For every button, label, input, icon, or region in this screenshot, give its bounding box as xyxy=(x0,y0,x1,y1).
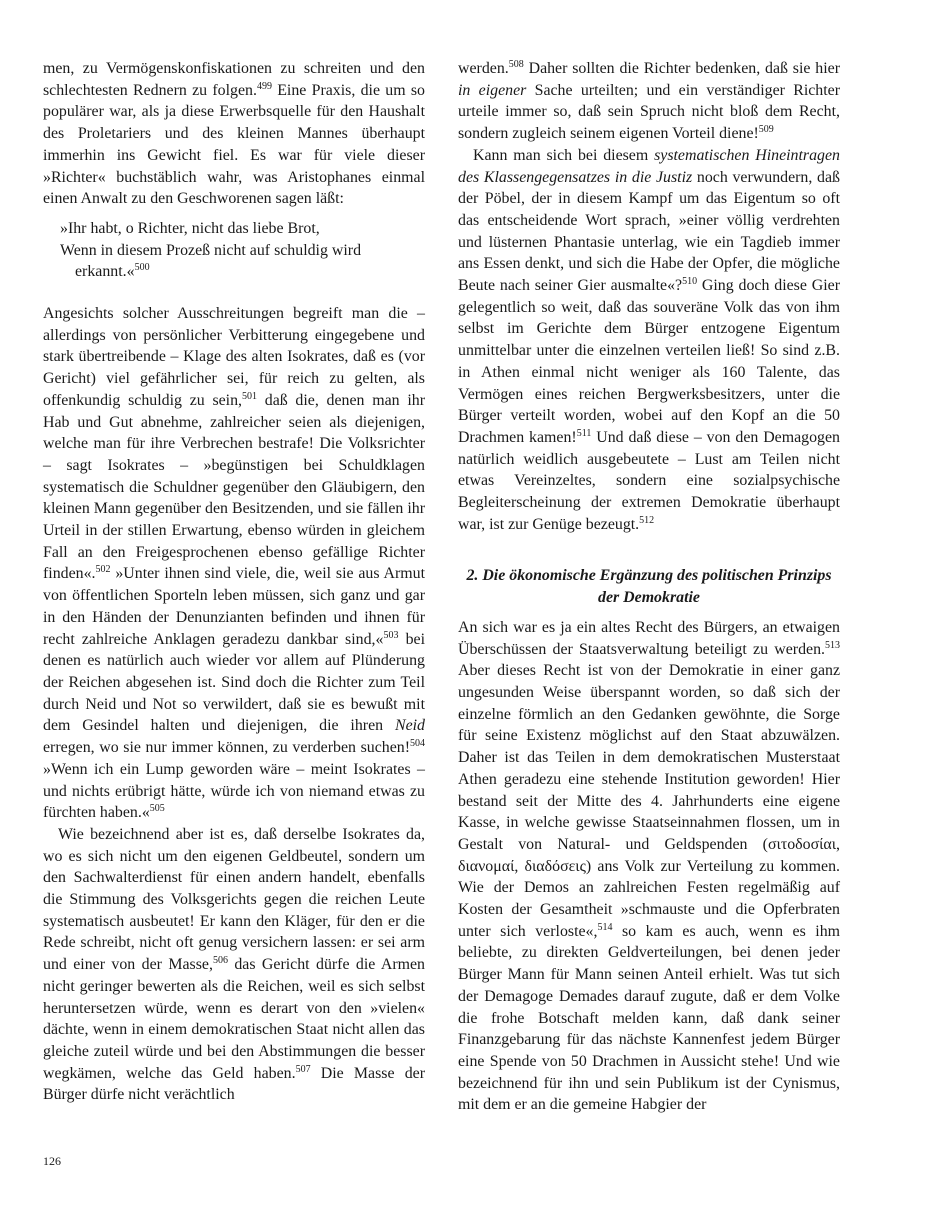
footnote-ref: 505 xyxy=(149,803,165,815)
emphasis: systematischen Hineintragen des Klassengegensatzes in die Justiz xyxy=(458,146,840,186)
paragraph: Wie bezeichnend aber ist es, daß derselbe Isokrates da, wo es sich nicht um den eigenen Geldbeutel, sondern um den Sachwalterdienst für einen andern handelt, ebenfalls die Stimmung des Volksgerichts gegen die reichen Leute systematisch ausbeutet! Er kann den Kläger, für den er die Rede schreibt, nicht oft genug versichern lassen: er sei arm und einer von der Masse,$^{506}$ das Gericht dürfe die Armen nicht geringer bewerten als die Reichen, weil es sich selbst heruntersetzen würde, wenn es derart von den »vielen« dächte, wenn in einem demokratischen Staat nicht allen das gleiche zuteil würde und bei den Abstimmungen die besser wegkämen, welche das Geld haben.$^{507}$ Die Masse der Bürger dürfe nicht verächtlich xyxy=(43,825,425,1104)
footnote-ref: 508 xyxy=(508,59,524,70)
footnote-ref: 514 xyxy=(597,921,613,933)
page-number: 126 xyxy=(43,1154,61,1168)
emphasis: in eigener xyxy=(458,81,527,99)
footnote-ref: 504 xyxy=(410,738,425,750)
footnote-ref: 513 xyxy=(825,639,840,651)
left-column xyxy=(43,58,425,1106)
footnote-ref: 501 xyxy=(242,390,258,402)
footnote-ref: 506 xyxy=(212,955,228,967)
emphasis: Neid xyxy=(394,717,425,735)
paragraph: men, zu Vermögenskonfiskationen zu schreiten und den schlechtesten Rednern zu folgen.$^{499}$ Eine Praxis, die um so populärer war, als ja diese Erwerbsquelle für den Haushalt des Proletariers und des kleinen Mannes überhaupt immerhin ins Gewicht fiel. Es war für viele dieser »Richter« buchstäblich wahr, was Aristophanes einmal einen Anwalt zu den Geschworenen sagen läßt: xyxy=(43,60,426,208)
paragraph: Angesichts solcher Ausschreitungen begreift man die – allerdings von persönlicher Verbitterung eingegebene und stark übertreibende – Klage des alten Isokrates, daß es (vor Gericht) viel gefährlicher sei, für reich zu gelten, als offenkundig schuldig zu sein,$^{501}$ daß die, denen man ihr Hab und Gut abnehme, zahlreicher seien als diejenigen, welche man für ihre Verbrechen bestrafe! Die Volksrichter – sagt Isokrates – »begünstigen bei Schuldklagen systematisch die Schuldner gegenüber den Gläubigern, den kleinen Mann gegenüber den Besitzenden, und sie fällen ihr Urteil in der stillen Erwartung, ebenso würden in gleichem Fall an den Freigesprochenen ebenso gefällige Richter finden«.$^{502}$ »Unter ihnen sind viele, die, weil sie aus Armut von öffentlichen Sporteln leben müssen, sich ganz und gar in den Händen der Denunzianten befinden und ihnen für recht zahlreiche Anklagen geradezu dankbar sind,«$^{503}$ bei denen es natürlich auch wieder vor allem auf Plünderung der Reichen abgesehen ist. Sind doch die Richter zum Teil durch Neid und Not so verwildert, daß sie es bewußt mit dem Gesindel halten und diejenigen, die ihren Neid erregen, wo sie nur immer können, zu verderben suchen!$^{504}$ »Wenn ich ein Lump geworden wäre – meint Isokrates – und nichts erübrigt hätte, würde ich von niemand etwas zu fürchten haben.«$^{505}$ xyxy=(43,305,426,822)
footnote-ref: 512 xyxy=(639,514,655,526)
footnote-ref: 511 xyxy=(576,427,592,439)
footnote-ref: 510 xyxy=(682,276,698,288)
footnote-ref: 499 xyxy=(256,80,272,92)
paragraph: werden.$^{508}$ Daher sollten die Richter bedenken, daß sie hier in eigener Sache urteilten; und ein verständiger Richter urteile immer so, daß sein Spruch nicht bloß dem Recht, sondern zugleich seinem eigenen Vorteil diene!$^{509}$ xyxy=(458,59,840,143)
quote-line: erkannt.«$^{500}$ xyxy=(75,262,150,281)
footnote-ref: 507 xyxy=(295,1063,311,1075)
paragraph: Kann man sich bei diesem systematischen Hineintragen des Klassengegensatzes in die Justiz noch verwundern, daß der Pöbel, der in diesem Kampf um das Eigentum so oft das entscheidende Wort sprach, »einer völlig verdrehten und lüsternen Phantasie unterlag, wie ein Tagdieb immer ans Essen denkt, und sich die Habe der Opfer, die mögliche Beute nach seiner Gier ausmalte«?$^{510}$ Ging doch diese Gier gelegentlich so weit, daß das souveräne Volk das von ihm selbst im Gerichte dem Bürger entzogene Eigentum unmittelbar unter die einzelnen verteilen ließ! So sind z.B. in Athen einmal nicht weniger als 160 Talente, das Vermögen eines reichen Bergwerksbesitzers, unter die Bürger verteilt worden, wobei auf den Kopf an die 50 Drachmen kamen!$^{511}$ Und daß diese – von den Demagogen natürlich weidlich ausgebeutete – Lust am Teilen nicht etwas Vereinzeltes, sondern eine sozialpsychische Begleiterscheinung der extremen Demokratie überhaupt war, ist zur Genüge bezeugt.$^{512}$ xyxy=(458,146,840,533)
footnote-ref: 500 xyxy=(134,262,150,274)
paragraph: An sich war es ja ein altes Recht des Bürgers, an etwaigen Überschüssen der Staatsverwaltung beteiligt zu werden.$^{513}$ Aber dieses Recht ist von der Demokratie in einer ganz ungesunden Weise überspannt worden, so daß sich der einzelne förmlich an den Gedanken gewöhnte, die Sorge für seine Existenz möglichst auf den Staat abzuwälzen. Daher ist das Teilen in dem demokratischen Musterstaat Athen geradezu eine stehende Institution geworden! Hier bestand seit der Mitte des 4. Jahrhunderts eine eigene Kasse, in welche gewisse Staatseinnahmen flossen, um in Gestalt von Natural- und Geldspenden (σιτοδοσίαι, διανομαί, διαδόσεις) ans Volk zur Verteilung zu kommen. Wie der Demos an zahlreichen Festen regelmäßig auf Kosten der Gesamtheit »schmauste und die Opferbraten unter sich verloste«,$^{514}$ so kam es auch, wenn es ihm beliebte, zu direkten Geldverteilungen, bei denen jeder Bürger Mann für Mann seinen Anteil erhielt. Was tut sich der Demagoge Demades darauf zugute, daß er dem Volke die frohe Botschaft melden kann, daß dank seiner Finanzgebarung für das nächste Kannenfest jedem Bürger eine Spende von 50 Drachmen in Aussicht stehe! Und wie bezeichnend für ihn und sein Publikum ist der Cynismus, mit dem er an die gemeine Habgier der xyxy=(458,618,840,1114)
section-heading: 2. Die ökonomische Ergänzung des politischen Prinzips der Demokratie xyxy=(466,567,832,607)
quote-line: Wenn in diesem Prozeß nicht auf schuldig wird xyxy=(60,241,362,259)
footnote-ref: 503 xyxy=(383,629,399,641)
quote-line: »Ihr habt, o Richter, nicht das liebe Brot, xyxy=(60,219,320,237)
verse-quote xyxy=(60,218,425,283)
right-column xyxy=(458,58,840,1116)
footnote-ref: 502 xyxy=(95,564,111,576)
footnote-ref: 509 xyxy=(758,124,774,136)
